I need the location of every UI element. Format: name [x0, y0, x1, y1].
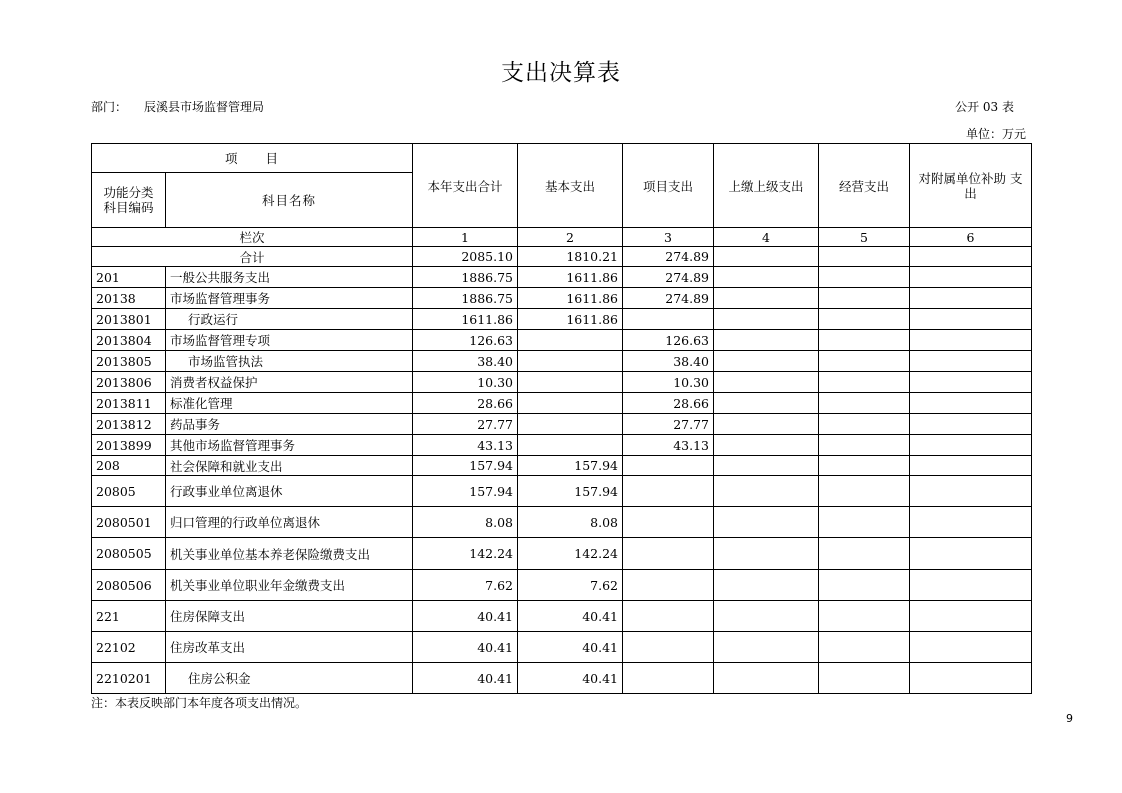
row-business-cell [819, 456, 910, 476]
row-total-cell: 43.13 [413, 435, 518, 456]
row-subsidy-cell [910, 435, 1032, 456]
row-subsidy-cell [910, 476, 1032, 507]
row-basic-cell: 7.62 [518, 570, 623, 601]
row-name: 标准化管理 [166, 393, 413, 414]
row-upper-cell [714, 538, 819, 570]
page-number: 9 [1066, 712, 1073, 725]
row-basic-cell [518, 372, 623, 393]
row-code: 2013806 [92, 372, 166, 393]
row-code: 2013805 [92, 351, 166, 372]
row-upper-cell [714, 507, 819, 538]
row-business-cell [819, 393, 910, 414]
row-upper-cell [714, 288, 819, 309]
table-row [92, 309, 1032, 330]
row-code: 208 [92, 456, 166, 476]
row-basic-cell: 1611.86 [518, 309, 623, 330]
total-cell [819, 247, 910, 267]
department-name: 辰溪县市场监督管理局 [144, 100, 265, 114]
header-business: 经营支出 [819, 144, 910, 228]
row-project-cell: 27.77 [623, 414, 714, 435]
row-project-cell [623, 632, 714, 663]
table-row [92, 507, 1032, 538]
header-total: 本年支出合计 [413, 144, 518, 228]
row-name: 行政事业单位离退休 [166, 476, 413, 507]
row-name: 社会保障和就业支出 [166, 456, 413, 476]
row-code: 20805 [92, 476, 166, 507]
column-index: 6 [910, 228, 1032, 247]
row-name: 消费者权益保护 [166, 372, 413, 393]
row-name: 机关事业单位职业年金缴费支出 [166, 570, 413, 601]
row-name: 机关事业单位基本养老保险缴费支出 [166, 538, 413, 570]
header-upper: 上缴上级支出 [714, 144, 819, 228]
row-subsidy-cell [910, 288, 1032, 309]
row-upper-cell [714, 435, 819, 456]
row-project-cell: 10.30 [623, 372, 714, 393]
row-basic-cell: 157.94 [518, 476, 623, 507]
row-business-cell [819, 372, 910, 393]
row-upper-cell [714, 663, 819, 694]
row-subsidy-cell [910, 601, 1032, 632]
expenditure-table [91, 143, 1032, 694]
row-code: 2080505 [92, 538, 166, 570]
row-subsidy-cell [910, 507, 1032, 538]
total-cell: 274.89 [623, 247, 714, 267]
row-upper-cell [714, 570, 819, 601]
row-basic-cell [518, 330, 623, 351]
row-basic-cell: 40.41 [518, 632, 623, 663]
row-business-cell [819, 507, 910, 538]
header-basic: 基本支出 [518, 144, 623, 228]
row-upper-cell [714, 393, 819, 414]
row-upper-cell [714, 330, 819, 351]
total-cell: 2085.10 [413, 247, 518, 267]
table-row [92, 351, 1032, 372]
column-index: 4 [714, 228, 819, 247]
table-row [92, 570, 1032, 601]
row-subsidy-cell [910, 267, 1032, 288]
page-title: 支出决算表 [501, 60, 621, 86]
row-code: 2013899 [92, 435, 166, 456]
row-project-cell [623, 663, 714, 694]
row-business-cell [819, 663, 910, 694]
row-project-cell: 126.63 [623, 330, 714, 351]
row-total-cell: 142.24 [413, 538, 518, 570]
row-name: 归口管理的行政单位离退休 [166, 507, 413, 538]
row-total-cell: 126.63 [413, 330, 518, 351]
row-business-cell [819, 435, 910, 456]
table-row [92, 393, 1032, 414]
row-name: 其他市场监督管理事务 [166, 435, 413, 456]
table-row [92, 601, 1032, 632]
row-upper-cell [714, 267, 819, 288]
row-basic-cell: 40.41 [518, 663, 623, 694]
column-index: 5 [819, 228, 910, 247]
row-name: 住房公积金 [166, 663, 413, 694]
row-upper-cell [714, 414, 819, 435]
row-code: 201 [92, 267, 166, 288]
row-business-cell [819, 267, 910, 288]
column-index: 1 [413, 228, 518, 247]
row-basic-cell: 142.24 [518, 538, 623, 570]
header-row-1 [92, 144, 1032, 173]
row-total-cell: 27.77 [413, 414, 518, 435]
row-project-cell: 274.89 [623, 288, 714, 309]
row-subsidy-cell [910, 538, 1032, 570]
column-index: 2 [518, 228, 623, 247]
row-code: 2080506 [92, 570, 166, 601]
row-total-cell: 40.41 [413, 601, 518, 632]
row-business-cell [819, 414, 910, 435]
row-project-cell: 43.13 [623, 435, 714, 456]
row-business-cell [819, 538, 910, 570]
table-row [92, 414, 1032, 435]
row-total-cell: 10.30 [413, 372, 518, 393]
row-name: 行政运行 [166, 309, 413, 330]
row-project-cell: 38.40 [623, 351, 714, 372]
row-code: 2080501 [92, 507, 166, 538]
total-label: 合计 [92, 247, 413, 267]
row-total-cell: 7.62 [413, 570, 518, 601]
row-code: 22102 [92, 632, 166, 663]
table-row [92, 267, 1032, 288]
row-upper-cell [714, 309, 819, 330]
row-total-cell: 157.94 [413, 456, 518, 476]
row-project-cell [623, 476, 714, 507]
table-row [92, 476, 1032, 507]
total-cell: 1810.21 [518, 247, 623, 267]
unit-label: 单位：万元 [965, 127, 1026, 141]
row-subsidy-cell [910, 632, 1032, 663]
row-basic-cell: 1611.86 [518, 288, 623, 309]
row-subsidy-cell [910, 570, 1032, 601]
row-code: 2013804 [92, 330, 166, 351]
row-subsidy-cell [910, 372, 1032, 393]
row-project-cell [623, 309, 714, 330]
header-name: 科目名称 [166, 173, 413, 228]
table-note: 注：本表反映部门本年度各项支出情况。 [91, 696, 308, 710]
row-basic-cell: 157.94 [518, 456, 623, 476]
row-total-cell: 38.40 [413, 351, 518, 372]
table-row [92, 538, 1032, 570]
row-business-cell [819, 288, 910, 309]
table-row [92, 435, 1032, 456]
form-number: 公开 03 表 [955, 100, 1014, 114]
row-business-cell [819, 351, 910, 372]
row-name: 一般公共服务支出 [166, 267, 413, 288]
row-project-cell [623, 507, 714, 538]
row-basic-cell [518, 435, 623, 456]
row-name: 药品事务 [166, 414, 413, 435]
table-row [92, 456, 1032, 476]
row-name: 住房保障支出 [166, 601, 413, 632]
row-subsidy-cell [910, 456, 1032, 476]
total-row [92, 247, 1032, 267]
row-basic-cell [518, 414, 623, 435]
row-subsidy-cell [910, 393, 1032, 414]
total-cell [714, 247, 819, 267]
row-basic-cell [518, 351, 623, 372]
row-subsidy-cell [910, 663, 1032, 694]
row-project-cell [623, 538, 714, 570]
row-name: 市场监督管理事务 [166, 288, 413, 309]
column-index-label: 栏次 [92, 228, 413, 247]
table-row [92, 330, 1032, 351]
row-upper-cell [714, 351, 819, 372]
row-upper-cell [714, 476, 819, 507]
row-code: 2013801 [92, 309, 166, 330]
row-project-cell: 274.89 [623, 267, 714, 288]
row-subsidy-cell [910, 330, 1032, 351]
row-total-cell: 40.41 [413, 663, 518, 694]
row-project-cell [623, 601, 714, 632]
row-name: 住房改革支出 [166, 632, 413, 663]
row-total-cell: 40.41 [413, 632, 518, 663]
row-business-cell [819, 330, 910, 351]
table-row [92, 663, 1032, 694]
table-row [92, 288, 1032, 309]
row-total-cell: 28.66 [413, 393, 518, 414]
row-code: 20138 [92, 288, 166, 309]
row-total-cell: 1886.75 [413, 288, 518, 309]
row-total-cell: 157.94 [413, 476, 518, 507]
table-row [92, 372, 1032, 393]
row-code: 221 [92, 601, 166, 632]
row-upper-cell [714, 632, 819, 663]
row-upper-cell [714, 372, 819, 393]
row-upper-cell [714, 456, 819, 476]
row-business-cell [819, 570, 910, 601]
row-business-cell [819, 601, 910, 632]
column-index: 3 [623, 228, 714, 247]
row-name: 市场监管执法 [166, 351, 413, 372]
total-cell [910, 247, 1032, 267]
row-subsidy-cell [910, 309, 1032, 330]
row-business-cell [819, 632, 910, 663]
row-project-cell: 28.66 [623, 393, 714, 414]
row-upper-cell [714, 601, 819, 632]
row-project-cell [623, 570, 714, 601]
header-code: 功能分类 科目编码 [92, 173, 166, 228]
row-code: 2013811 [92, 393, 166, 414]
row-basic-cell: 40.41 [518, 601, 623, 632]
department-label: 部门： [91, 100, 128, 114]
row-business-cell [819, 309, 910, 330]
header-item: 项 目 [92, 144, 413, 173]
row-subsidy-cell [910, 414, 1032, 435]
row-total-cell: 1611.86 [413, 309, 518, 330]
header-project: 项目支出 [623, 144, 714, 228]
row-basic-cell: 8.08 [518, 507, 623, 538]
table-row [92, 632, 1032, 663]
row-project-cell [623, 456, 714, 476]
header-subsidy: 对附属单位补助 支出 [910, 144, 1032, 228]
row-code: 2013812 [92, 414, 166, 435]
row-basic-cell: 1611.86 [518, 267, 623, 288]
row-total-cell: 8.08 [413, 507, 518, 538]
column-index-row [92, 228, 1032, 247]
row-name: 市场监督管理专项 [166, 330, 413, 351]
row-basic-cell [518, 393, 623, 414]
row-subsidy-cell [910, 351, 1032, 372]
row-code: 2210201 [92, 663, 166, 694]
row-total-cell: 1886.75 [413, 267, 518, 288]
row-business-cell [819, 476, 910, 507]
